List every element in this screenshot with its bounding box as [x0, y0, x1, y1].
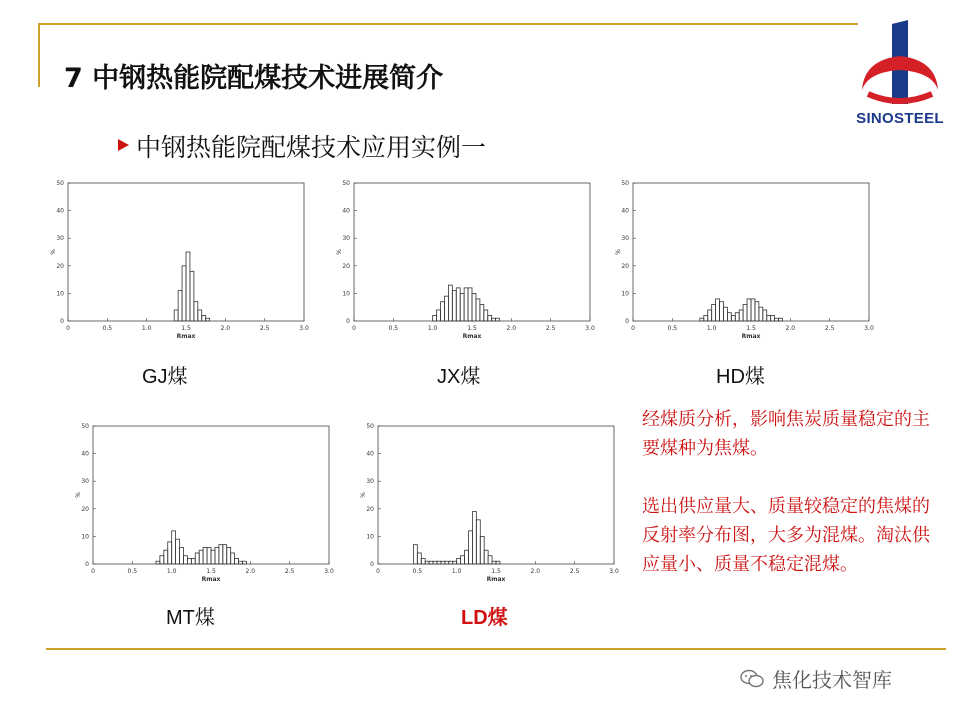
x-tick-label: 0.5: [127, 568, 138, 575]
coal-label-ld: LD煤: [461, 607, 508, 629]
y-axis-label: %: [360, 492, 367, 498]
y-tick-label: 10: [56, 290, 64, 298]
histogram-bar: [743, 304, 747, 321]
histogram-bar: [727, 313, 731, 321]
x-axis-label: Rmax: [462, 333, 482, 340]
histogram-bar: [187, 558, 191, 564]
y-tick-label: 50: [366, 423, 374, 430]
histogram-bar: [182, 266, 186, 321]
x-tick-label: 0.5: [667, 325, 678, 332]
histogram-bar: [206, 318, 210, 321]
histogram-bar: [735, 313, 739, 321]
watermark: [740, 664, 892, 693]
x-tick-label: 3.0: [609, 568, 619, 575]
left-rule: [38, 23, 40, 87]
x-tick-label: 0.5: [102, 325, 113, 332]
y-axis-label: %: [336, 249, 343, 255]
histogram-hd: [615, 175, 877, 340]
histogram-bar: [433, 561, 437, 564]
y-tick-label: 40: [81, 450, 89, 458]
histogram-bar: [484, 310, 488, 321]
histogram-bar: [441, 561, 445, 564]
y-tick-label: 40: [342, 207, 350, 215]
coal-label-jx: JX煤: [437, 366, 481, 388]
x-tick-label: 3.0: [299, 325, 309, 332]
wechat-icon: [740, 669, 764, 689]
x-tick-label: 2.5: [824, 325, 835, 332]
x-axis-label: Rmax: [201, 576, 221, 583]
y-tick-label: 20: [81, 505, 89, 513]
y-tick-label: 0: [370, 561, 374, 568]
histogram-bar: [488, 556, 492, 564]
x-tick-label: 3.0: [324, 568, 334, 575]
histogram-bar: [207, 547, 211, 564]
histogram-bar: [731, 315, 735, 321]
x-tick-label: 2.0: [530, 568, 541, 575]
histogram-bar: [779, 318, 783, 321]
histogram-bar: [168, 542, 172, 564]
histogram-bar: [775, 318, 779, 321]
y-tick-label: 30: [56, 235, 64, 243]
histogram-bar: [712, 304, 716, 321]
note-paragraph-2: 选出供应量大、质量较稳定的焦煤的反射率分布图，大多为混煤。淘汰供应量小、质量不稳定混煤。: [642, 496, 930, 575]
x-axis-label: Rmax: [176, 333, 196, 340]
x-tick-label: 3.0: [864, 325, 874, 332]
y-tick-label: 10: [366, 533, 374, 541]
histogram-bar: [242, 561, 246, 564]
histogram-bar: [437, 310, 441, 321]
x-tick-label: 0.5: [412, 568, 423, 575]
histogram-bar: [492, 561, 496, 564]
y-axis-label: %: [50, 249, 57, 255]
histogram-gj: [50, 175, 312, 340]
x-axis-label: Rmax: [741, 333, 761, 340]
y-tick-label: 10: [342, 290, 350, 298]
x-tick-label: 1.0: [427, 325, 438, 332]
histogram-bar: [480, 536, 484, 564]
coal-label-gj: GJ煤: [142, 366, 188, 388]
histogram-bar: [172, 531, 176, 564]
histogram-bar: [716, 299, 720, 321]
histogram-bar: [219, 545, 223, 564]
histogram-bar: [480, 304, 484, 321]
histogram-bar: [464, 288, 468, 321]
histogram-bar: [448, 285, 452, 321]
y-tick-label: 0: [625, 318, 629, 325]
histogram-bar: [453, 561, 457, 564]
y-tick-label: 30: [81, 478, 89, 486]
x-tick-label: 1.5: [467, 325, 477, 332]
histogram-bar: [739, 310, 743, 321]
y-axis-label: %: [615, 249, 622, 255]
histogram-bar: [472, 293, 476, 321]
y-tick-label: 30: [366, 478, 374, 486]
x-tick-label: 0: [631, 325, 635, 332]
y-tick-label: 20: [366, 505, 374, 513]
histogram-bar: [190, 271, 194, 321]
x-tick-label: 1.5: [206, 568, 216, 575]
histogram-bar: [452, 291, 456, 321]
histogram-bar: [174, 310, 178, 321]
histogram-bar: [433, 315, 437, 321]
watermark-text: 焦化技术智库: [772, 668, 892, 692]
top-rule: [38, 23, 858, 25]
histogram-bar: [496, 561, 500, 564]
histogram-bar: [465, 550, 469, 564]
logo-text: SINOSTEEL: [856, 110, 944, 127]
y-tick-label: 10: [621, 290, 629, 298]
y-tick-label: 50: [621, 180, 629, 187]
bullet-arrow-icon: [118, 139, 129, 151]
x-tick-label: 2.0: [785, 325, 796, 332]
y-tick-label: 0: [346, 318, 350, 325]
histogram-bar: [704, 315, 708, 321]
histogram-bar: [417, 553, 421, 564]
histogram-bar: [747, 299, 751, 321]
coal-label-hd: HD煤: [716, 366, 765, 388]
histogram-bar: [771, 315, 775, 321]
x-tick-label: 1.0: [451, 568, 462, 575]
histogram-bar: [215, 547, 219, 564]
x-tick-label: 2.0: [220, 325, 231, 332]
y-tick-label: 40: [621, 207, 629, 215]
x-tick-label: 1.5: [491, 568, 501, 575]
y-tick-label: 50: [56, 180, 64, 187]
histogram-bar: [198, 310, 202, 321]
histogram-bar: [476, 520, 480, 564]
histogram-ld: [360, 418, 622, 583]
histogram-bar: [457, 558, 461, 564]
x-tick-label: 2.5: [259, 325, 270, 332]
y-tick-label: 30: [342, 235, 350, 243]
page-title: 7 中钢热能院配煤技术进展简介: [64, 63, 444, 94]
histogram-bar: [763, 310, 767, 321]
x-tick-label: 2.5: [545, 325, 556, 332]
histogram-bar: [767, 315, 771, 321]
histogram-bar: [203, 547, 207, 564]
x-tick-label: 2.0: [506, 325, 517, 332]
histogram-bar: [456, 288, 460, 321]
x-tick-label: 3.0: [585, 325, 595, 332]
x-tick-label: 0: [352, 325, 356, 332]
histogram-bar: [476, 299, 480, 321]
histogram-bar: [194, 302, 198, 321]
histogram-bar: [227, 547, 231, 564]
histogram-bar: [223, 545, 227, 564]
histogram-bar: [437, 561, 441, 564]
bottom-rule: [46, 648, 946, 650]
histogram-bar: [449, 561, 453, 564]
histogram-bar: [156, 561, 160, 564]
histogram-bar: [239, 561, 243, 564]
histogram-bar: [441, 302, 445, 321]
histogram-bar: [429, 561, 433, 564]
histogram-bar: [202, 315, 206, 321]
note-paragraph-1: 经煤质分析，影响焦炭质量稳定的主要煤种为焦煤。: [642, 409, 930, 459]
histogram-bar: [484, 550, 488, 564]
y-tick-label: 50: [81, 423, 89, 430]
y-tick-label: 20: [342, 262, 350, 270]
histogram-bar: [235, 558, 239, 564]
histogram-bar: [444, 296, 448, 321]
x-tick-label: 0: [376, 568, 380, 575]
page-subtitle: 中钢热能院配煤技术应用实例一: [136, 133, 487, 162]
y-tick-label: 10: [81, 533, 89, 541]
histogram-bar: [191, 558, 195, 564]
histogram-bar: [425, 561, 429, 564]
histogram-bar: [468, 531, 472, 564]
x-tick-label: 1.0: [141, 325, 152, 332]
x-tick-label: 2.5: [569, 568, 580, 575]
y-axis-label: %: [75, 492, 82, 498]
histogram-bar: [199, 550, 203, 564]
plot-frame: [378, 426, 614, 564]
histogram-bar: [231, 553, 235, 564]
histogram-bar: [186, 252, 190, 321]
x-tick-label: 0: [66, 325, 70, 332]
x-tick-label: 1.5: [181, 325, 191, 332]
histogram-bar: [176, 539, 180, 564]
histogram-bar: [461, 556, 465, 564]
histogram-bar: [496, 318, 500, 321]
x-tick-label: 2.5: [284, 568, 295, 575]
histogram-bar: [421, 558, 425, 564]
histogram-bar: [211, 550, 215, 564]
histogram-bar: [759, 307, 763, 321]
x-tick-label: 1.5: [746, 325, 756, 332]
y-tick-label: 40: [366, 450, 374, 458]
histogram-bar: [720, 302, 724, 321]
plot-frame: [93, 426, 329, 564]
histogram-bar: [723, 307, 727, 321]
coal-label-mt: MT煤: [166, 607, 215, 629]
x-tick-label: 1.0: [706, 325, 717, 332]
histogram-bar: [195, 553, 199, 564]
histogram-bar: [468, 288, 472, 321]
histogram-bar: [413, 545, 417, 564]
histogram-bar: [445, 561, 449, 564]
histogram-jx: [336, 175, 598, 340]
histogram-bar: [183, 556, 187, 564]
histogram-bar: [160, 556, 164, 564]
histogram-bar: [751, 299, 755, 321]
y-tick-label: 0: [60, 318, 64, 325]
y-tick-label: 40: [56, 207, 64, 215]
histogram-bar: [164, 550, 168, 564]
x-axis-label: Rmax: [486, 576, 506, 583]
histogram-bar: [708, 310, 712, 321]
x-tick-label: 1.0: [166, 568, 177, 575]
x-tick-label: 0.5: [388, 325, 399, 332]
y-tick-label: 20: [621, 262, 629, 270]
x-tick-label: 0: [91, 568, 95, 575]
x-tick-label: 2.0: [245, 568, 256, 575]
y-tick-label: 0: [85, 561, 89, 568]
y-tick-label: 50: [342, 180, 350, 187]
y-tick-label: 30: [621, 235, 629, 243]
histogram-bar: [492, 318, 496, 321]
histogram-bar: [488, 315, 492, 321]
histogram-bar: [472, 512, 476, 564]
histogram-bar: [178, 291, 182, 321]
histogram-bar: [460, 293, 464, 321]
histogram-bar: [180, 547, 184, 564]
histogram-bar: [700, 318, 704, 321]
histogram-mt: [75, 418, 337, 583]
y-tick-label: 20: [56, 262, 64, 270]
histogram-bar: [755, 302, 759, 321]
